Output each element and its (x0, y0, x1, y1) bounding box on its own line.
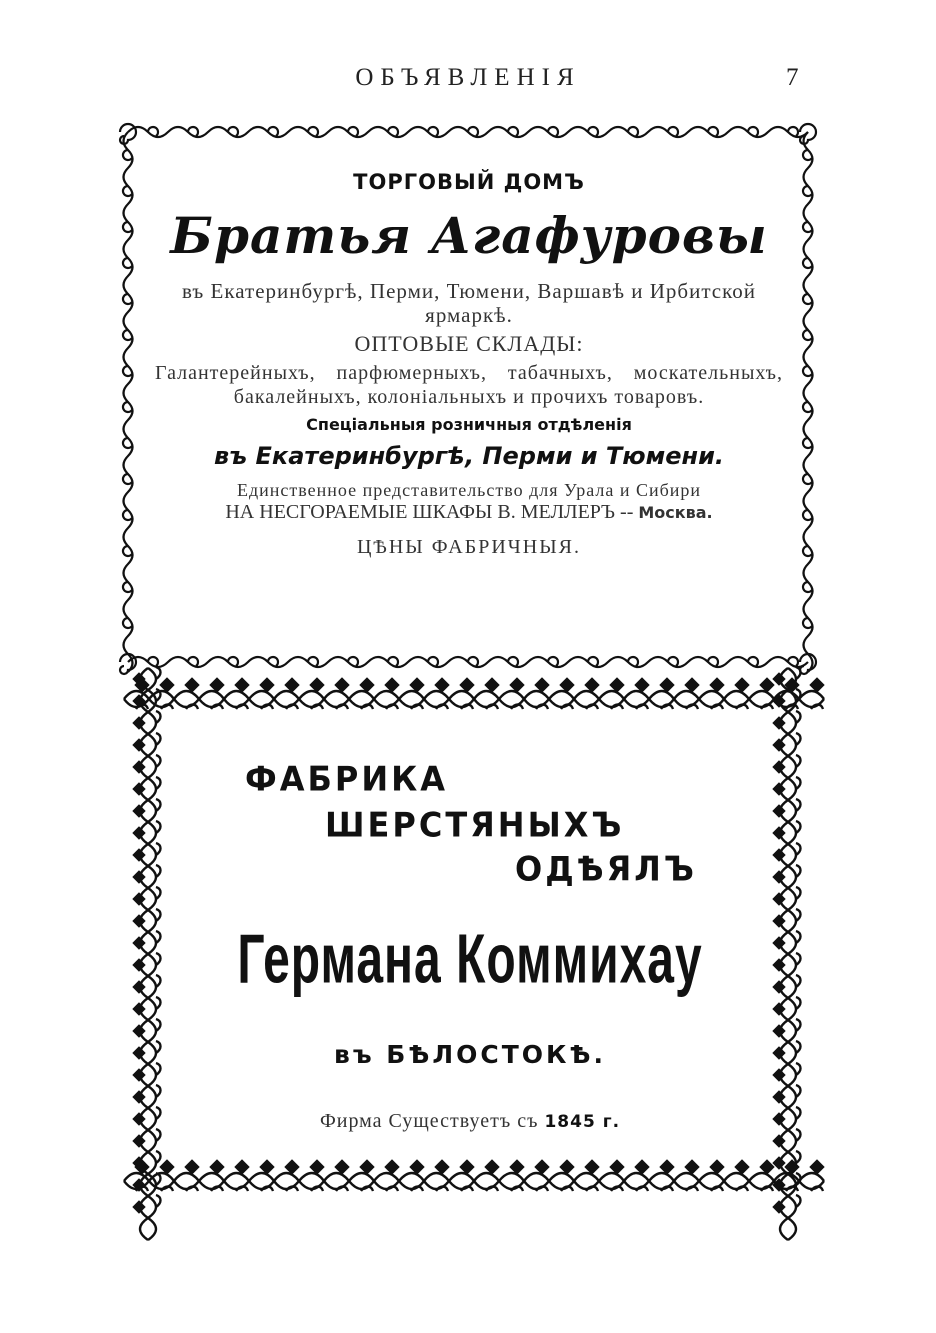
goods-text: Галантерейныхъ, парфюмерныхъ, табачныхъ, москательныхъ, бакалейныхъ, колоніальныхъ и прочихъ товаровъ. (155, 362, 783, 408)
brand-name: Братья Агафуровы (170, 206, 768, 265)
page-number: 7 (786, 64, 799, 91)
safes-city: Москва. (638, 503, 713, 522)
factory-line-2: ШЕРСТЯНЫХЪ (325, 805, 625, 845)
agafurov-advertisement (155, 160, 783, 559)
safes-line (155, 501, 783, 524)
sole-representative-text: Единственное представительство для Урала и Сибири (236, 480, 702, 500)
founded-year: 1845 г. (544, 1112, 621, 1132)
retail-heading: Спеціальныя розничныя отдѣленія (306, 415, 632, 434)
retail-cities: въ Екатеринбургѣ, Перми и Тюмени. (213, 442, 725, 470)
prices-text: ЦѢНЫ ФАБРИЧНЫЯ. (356, 536, 581, 558)
wholesale-heading: ОПТОВЫЕ СКЛАДЫ: (354, 331, 584, 356)
founded-text: Фирма Существуетъ съ (319, 1110, 539, 1132)
founded-line (175, 1110, 765, 1133)
cities-text: въ Екатеринбургѣ, Перми, Тюмени, Варшавѣ и Ирбитской ярмаркѣ. (182, 279, 756, 327)
owner-name: Германа Коммихау (237, 921, 703, 999)
town-text: въ БѢЛОСТОКѢ. (334, 1040, 606, 1069)
factory-line-3: ОДѢЯЛЪ (515, 849, 697, 889)
safes-text: НА НЕСГОРАЕМЫЕ ШКАФЫ В. МЕЛЛЕРЪ -- (225, 501, 634, 523)
factory-line-1: ФАБРИКА (245, 759, 449, 799)
trading-house-label: ТОРГОВЫЙ ДОМЪ (353, 170, 585, 194)
page-header-title: ОБЪЯВЛЕНІЯ (355, 64, 581, 91)
